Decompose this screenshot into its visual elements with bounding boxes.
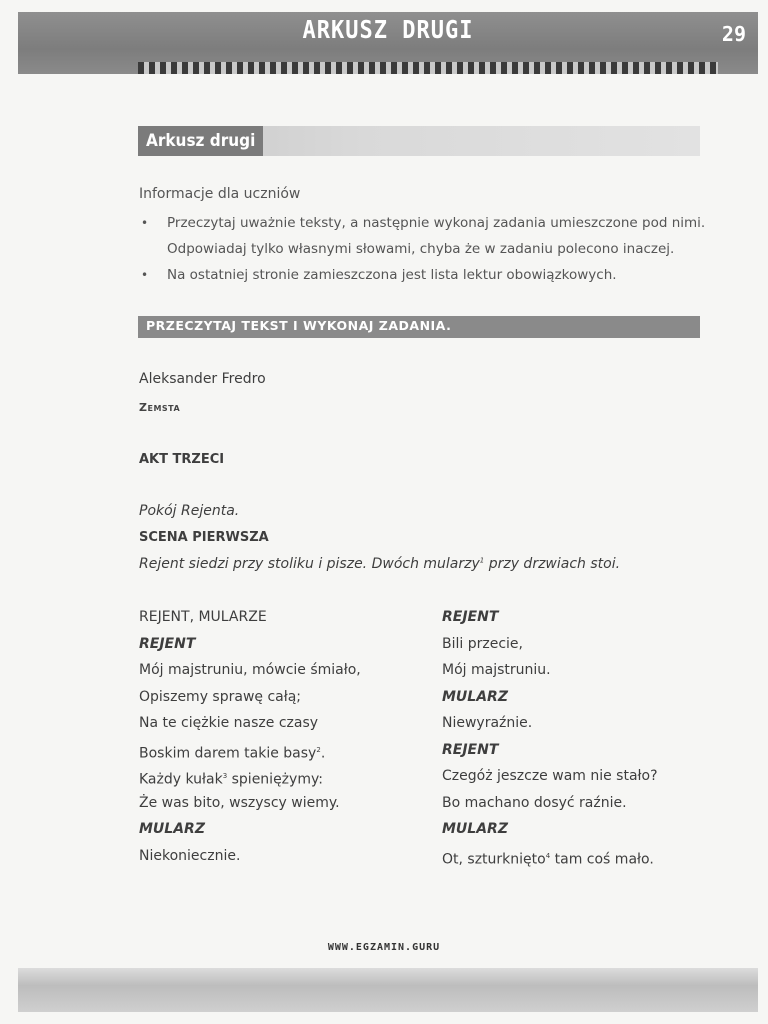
speaker-name: MULARZ — [442, 821, 508, 837]
dialogue-line: Mój majstruniu, mówcie śmiało, — [139, 662, 361, 678]
dialogue-line: Opiszemy sprawę całą; — [139, 688, 302, 705]
dialogue-line: Że was bito, wszyscy wiemy. — [139, 794, 340, 811]
author: Aleksander Fredro — [139, 371, 266, 387]
footer-band — [18, 968, 758, 1012]
setting: Pokój Rejenta. — [139, 503, 240, 519]
info-bullet: • Na ostatniej stronie zamieszczona jest lista lektur obowiązkowych. — [139, 262, 719, 288]
section-title: Arkusz drugi — [138, 126, 263, 156]
dialogue-line: Czegóż jeszcze wam nie stało? — [442, 768, 658, 784]
info-bullet: • Przeczytaj uważnie teksty, a następnie wykonaj zadania umieszczone pod nimi. — [139, 210, 719, 236]
speaker-name: REJENT — [442, 609, 499, 625]
banner-title: ARKUSZ DRUGI — [302, 16, 474, 45]
dialogue-left-column — [139, 606, 361, 871]
bullet-dot-icon: • — [141, 268, 149, 282]
dialogue-line: Na te ciężkie nasze czasy — [139, 715, 319, 731]
info-title: Informacje dla uczniów — [139, 186, 301, 202]
dialogue-line: Każdy kułak$^3$ spieniężymy: — [139, 771, 323, 788]
section-header — [138, 126, 700, 156]
dialogue-line: Niewyraźnie. — [442, 715, 533, 731]
dialogue-line: Mój majstruniu. — [442, 662, 551, 678]
footer-url: WWW.EGZAMIN.GURU — [327, 942, 441, 953]
task-instruction: PRZECZYTAJ TEKST I WYKONAJ ZADANIA. — [146, 318, 452, 333]
work-title: Zemsta — [139, 401, 181, 414]
dialogue-heading: REJENT, MULARZE — [139, 609, 267, 625]
info-bullet-continuation: Odpowiadaj tylko własnymi słowami, chyba że w zadaniu polecono inaczej. — [167, 241, 675, 257]
dialogue-line: Bo machano dosyć raźnie. — [442, 794, 627, 811]
info-bullet-list — [139, 210, 719, 288]
dialogue-line: Ot, szturknięto$^4$ tam coś mało. — [442, 851, 654, 868]
top-banner — [18, 12, 758, 74]
banner-stripes — [138, 62, 718, 74]
dialogue-right-column — [442, 606, 658, 871]
task-instruction-bar — [138, 316, 700, 338]
dialogue-line: Bili przecie, — [442, 635, 523, 652]
speaker-name: REJENT — [442, 741, 499, 758]
act-title: AKT TRZECI — [139, 452, 225, 467]
stage-direction: Rejent siedzi przy stoliku i pisze. Dwóch mularzy$^1$ przy drzwiach stoi. — [139, 556, 621, 572]
speaker-name: REJENT — [139, 635, 196, 652]
speaker-name: MULARZ — [442, 688, 508, 705]
speaker-name: MULARZ — [139, 821, 205, 837]
bullet-dot-icon: • — [141, 216, 149, 230]
scene-title: SCENA PIERWSZA — [139, 530, 269, 545]
dialogue-line: Niekoniecznie. — [139, 847, 241, 864]
page-number: 29 — [721, 22, 746, 46]
dialogue-line: Boskim darem takie basy$^2$. — [139, 745, 326, 762]
